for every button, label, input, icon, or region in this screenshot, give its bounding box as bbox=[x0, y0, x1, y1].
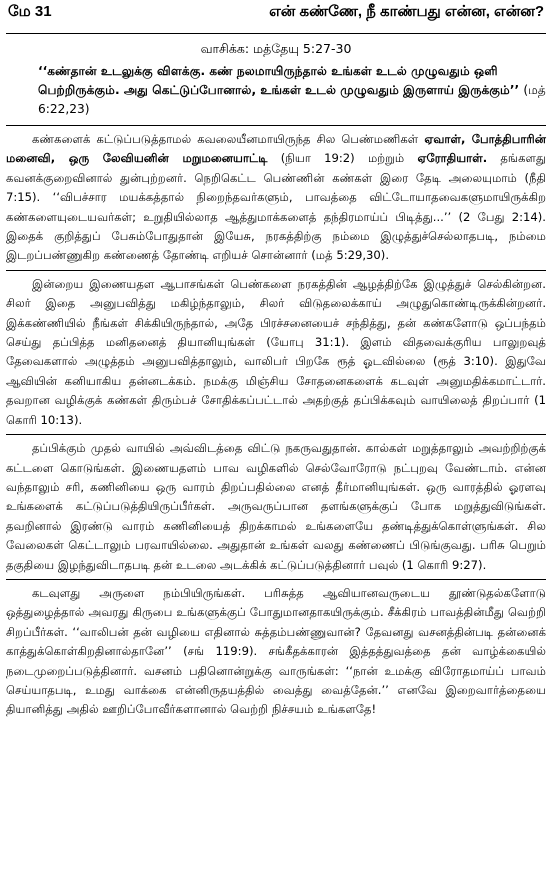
divider bbox=[6, 434, 546, 435]
page-header bbox=[6, 0, 546, 34]
divider bbox=[6, 270, 546, 271]
page-title: என் கண்ணே, நீ காண்பது என்ன, என்ன? bbox=[269, 3, 544, 20]
key-verse-reference: (மத் 6:22,23) bbox=[38, 83, 546, 116]
paragraph-4: கடவுளது அருளை நம்பியிருங்கள். பரிசுத்த ஆவியானவருடைய தூண்டுதல்களோடு ஒத்துழைத்தால் அவரது கிருபை உங்களுக்குப் போதுமானதாகயிருக்கும். சீக்கிரம் பாவத்தின்மீது வெற்றி சிறப்பீர்கள். ‘‘வாலிபன் தன் வழியை எதினால் சுத்தம்பண்ணுவான்? தேவனது வசனத்தின்படி தன்னைக் காத்துக்கொள்கிறதினால்தானே’’ (சங் 119:9). சங்கீதக்காரன் இத்தத்துவத்தை தன் வாழ்க்கையில் நடைமுறைப்படுத்தினார். வசனம் பதினொன்றுக்கு வாருங்கள்: ‘‘நான் உமக்கு விரோதமாய்ப் பாவம் செய்யாதபடி, உமது வாக்கை என்னிருதயத்தில் வைத்து வைத்தேன்.’’ எனவே இறைவார்த்தையை தியானித்து அதில் ஊறிப்போவீர்களானால் வெற்றி நிச்சயம் உங்களதே! bbox=[6, 585, 546, 717]
entry-date: மே 31 bbox=[8, 3, 52, 20]
paragraph-1-bold-names: ஏவாள், போத்திபாரின் மனைவி, ஒரு லேவியனின் மறுமனையாட்டி bbox=[6, 132, 547, 166]
divider bbox=[6, 579, 546, 580]
key-verse-text: ‘‘கண்தான் உடலுக்கு விளக்கு. கண் நலமாயிருந்தால் உங்கள் உடல் முழுவதும் ஒளி பெற்றிருக்கும். அது கெட்டுப்போனால், உங்கள் உடல் முழுவதும் இருளாய் இருக்கும்’’ bbox=[38, 64, 520, 97]
paragraph-1-text-b: (நியா 19:2) மற்றும் bbox=[267, 151, 418, 166]
divider bbox=[6, 125, 546, 126]
paragraph-1-bold-herodias: ஏரோதியாள். bbox=[417, 151, 488, 166]
paragraph-1 bbox=[6, 130, 546, 266]
paragraph-1-text-a: கண்களைக் கட்டுப்படுத்தாமல் கவலையீனமாயிருந்த சில பெண்மணிகள் bbox=[32, 132, 425, 146]
paragraph-2: இன்றைய இணையதள ஆபாசங்கள் பெண்களை நரகத்தின் ஆழத்திற்கே இழுத்துச் செல்கின்றன. சிலர் இதை அனுபவித்து மகிழ்ந்தாலும், சிலர் விடுதலைக்காய் அழுதுகொண்டிருக்கின்றனர். இக்கண்ணியில் நீங்கள் சிக்கியிருந்தால், அதே பிரச்சனையைச் சந்தித்து, தன் கண்களோடு ஒப்பந்தம் செய்து தப்பித்த மனிதனைத் தியானியுங்கள் (யோபு 31:1). இளம் விதவைக்குரிய பாலுறவுத் தேவைகளால் அழுத்தம் அனுபவித்தாலும், வாலிபர் பிறகே ரூத் ஓடவில்லை (ரூத் 3:10). இதுவே ஆவியின் கனியாகிய தன்னடக்கம். நமக்கு மிஞ்சிய சோதனைகளைக் கடவுள் அனுமதிக்கமாட்டார். தவறான வழிக்குக் கண்கள் திரும்பச் சோதிக்கப்பட்டால் அதற்குத் தப்பிக்கவும் வாயிலைத் திறப்பார் (1 கொரி 10:13). bbox=[6, 276, 546, 427]
key-verse bbox=[38, 62, 546, 119]
scripture-reading: வாசிக்க: மத்தேயு 5:27-30 bbox=[200, 41, 352, 56]
paragraph-3: தப்பிக்கும் முதல் வாயில் அவ்விடத்தை விட்டு நகருவதுதான். கால்கள் மறுத்தாலும் அவற்றிற்குக் கட்டளை கொடுங்கள். இணையதளம் பாவ வழிகளில் செல்வோரோடு நட்புறவு வேண்டாம். என்ன வந்தாலும் சரி, கணினியை ஒரு வாரம் திறப்பதில்லை எனத் தீர்மானியுங்கள். ஒரு வாரத்தில் ஓரளவு உங்களைக் கட்டுப்படுத்தியிருப்பீர்கள். அருவருப்பான தளங்களுக்குப் போக மறுத்துவிடுங்கள். தவறினால் இரண்டு வாரம் கணினியைத் திறக்காமல் உங்களையே தண்டித்துக்கொள்ளுங்கள். சில வேலைகள் கெட்டாலும் பரவாயில்லை. அதுதான் உங்கள் வலது கண்ணைப் பிடுங்குவது. பரிசு பெறும் தகுதியை இழந்துவிடாதபடி தன் உடலை அடக்கிக் கட்டுப்படுத்தினார் பவுல் (1 கொரி 9:27). bbox=[6, 441, 546, 572]
paragraph-1-text-c: தங்களது கவனக்குறைவினால் துன்புற்றனர். நெறிகெட்ட பெண்ணின் கண்கள் இரை தேடி அலையுமாம் (நீதி 7:15). ‘‘விபச்சார மயக்கத்தால் நிறைந்தவர்களும், பாவத்தை விட்டோயாதவைகளுமாயிருக்கிற கண்களையுடையவர்கள்; உறுதியில்லாத ஆத்துமாக்களைத் தந்திரமாய்ப் பிடித்து...’’ (2 பேது 2:14). இதைக் குறித்துப் பேசும்போதுதான் இயேசு, நரகத்திற்கு நம்மை இழுத்துச்செல்லாதபடி, நம்மை இடறப்பண்ணுகிற கண்ணைத் தோண்டி எறியச் சொன்னார் (மத் 5:29,30). bbox=[6, 151, 546, 263]
